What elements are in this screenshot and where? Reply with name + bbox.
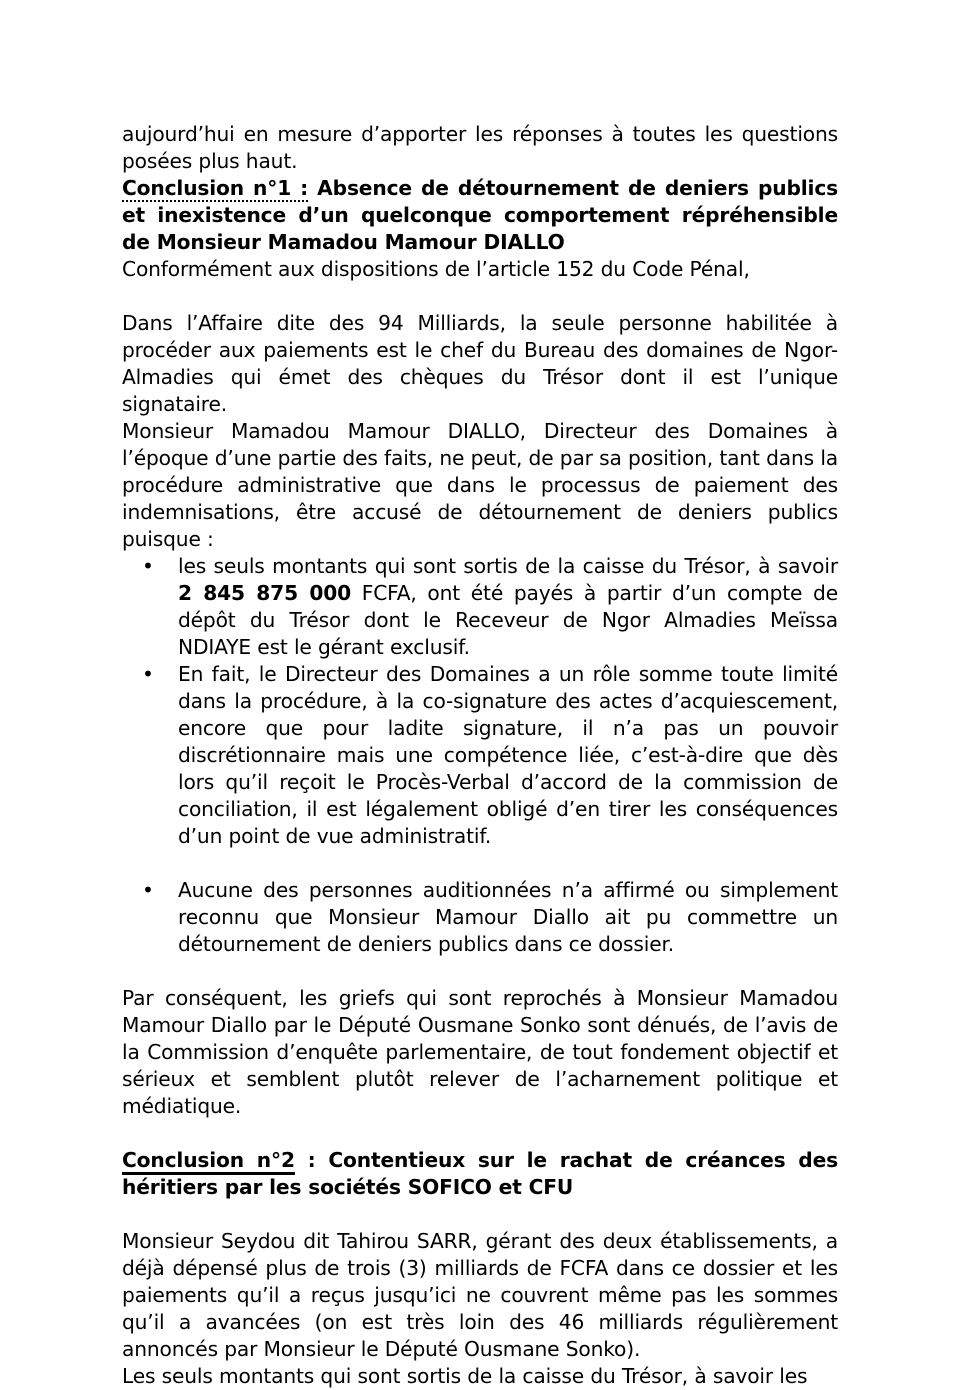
diallo-position-paragraph: Monsieur Mamadou Mamour DIALLO, Directeur des Domaines à l’époque d’une partie des faits, ne peut, de par sa position, tant dans la procédure administrative que dans le processus de paiement des indemnisations, être accusé de détournement de deniers publics puisque : [122,419,838,551]
conclusion-2-text: : Contentieux sur le rachat de créances des héritiers par les sociétés SOFICO et CFU [122,1148,838,1199]
par-consequent-paragraph: Par conséquent, les griefs qui sont reprochés à Monsieur Mamadou Mamour Diallo par le Député Ousmane Sonko sont dénués, de l’avis de la Commission d’enquête parlementaire, de tout fondement objectif et sérieux et semblent plutôt relever de l’acharnement politique et médiatique. [122,986,838,1118]
bullet-marker-icon: • [142,662,154,686]
spacer-5 [122,1201,838,1228]
bullet-marker-icon: • [142,878,154,902]
code-penal-line: Conformément aux dispositions de l’article 152 du Code Pénal, [122,257,750,281]
document-body [122,121,838,1390]
conclusion-2-label: Conclusion n°2 [122,1148,295,1175]
last-cut-line: Les seuls montants qui sont sortis de la caisse du Trésor, à savoir les [122,1364,808,1388]
conclusion-1-heading [122,175,838,256]
bullet-aucune-personne [122,877,838,958]
spacer-3 [122,958,838,985]
seydou-sarr-paragraph: Monsieur Seydou dit Tahirou SARR, gérant des deux établissements, a déjà dépensé plus de trois (3) milliards de FCFA dans ce dossier et les paiements qu’il a reçus jusqu’ici ne couvrent même pas les sommes qu’il a avancées (on est très loin des 46 milliards régulièrement annoncés par Monsieur le Député Ousmane Sonko). [122,1229,838,1361]
bullet-montants [122,553,838,661]
bullet-list [122,553,838,958]
bullet-marker-icon: • [142,554,154,578]
conclusion-1-text: Absence de détournement de deniers publics et inexistence d’un quelconque comportement répréhensible de Monsieur Mamadou Mamour DIALLO [122,176,839,254]
intro-paragraph: aujourd’hui en mesure d’apporter les réponses à toutes les questions posées plus haut. [122,122,838,173]
conclusion-2-heading [122,1147,838,1201]
bullet-aucune-personne-text: Aucune des personnes auditionnées n’a affirmé ou simplement reconnu que Monsieur Mamour Diallo ait pu commettre un détournement de deniers publics dans ce dossier. [178,878,838,956]
bullet-role-directeur [122,661,838,850]
conclusion-1-label: Conclusion n°1 : [122,176,309,200]
spacer-2 [122,850,838,877]
spacer-1 [122,283,838,310]
bullet-montants-prefix: les seuls montants qui sont sortis de la caisse du Trésor, à savoir [178,554,838,578]
amount-value: 2 845 875 000 [178,581,352,605]
spacer-4 [122,1120,838,1147]
bullet-montants-suffix: FCFA, ont été payés à partir d’un compte de dépôt du Trésor dont le Receveur de Ngor Almadies Meïssa NDIAYE est le gérant exclusif. [178,581,838,659]
affaire-94-milliards-paragraph: Dans l’Affaire dite des 94 Milliards, la seule personne habilitée à procéder aux paiements est le chef du Bureau des domaines de Ngor-Almadies qui émet des chèques du Trésor dont il est l’unique signataire. [122,311,838,416]
bullet-role-directeur-text: En fait, le Directeur des Domaines a un rôle somme toute limité dans la procédure, à la co-signature des actes d’acquiescement, encore que pour ladite signature, il n’a pas un pouvoir discrétionnaire mais une compétence liée, c’est-à-dire que dès lors qu’il reçoit le Procès-Verbal d’accord de la commission de conciliation, il est légalement obligé d’en tirer les conséquences d’un point de vue administratif. [178,662,838,848]
bullet-montants-text [178,553,838,661]
